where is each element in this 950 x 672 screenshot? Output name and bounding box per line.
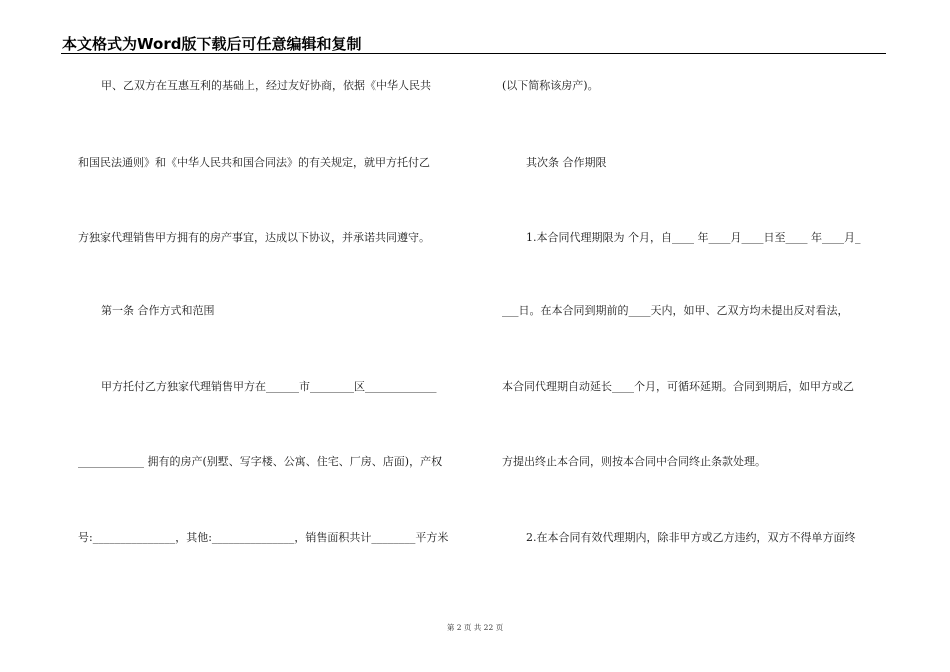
right-line-3: 1.本合同代理期限为 个月，自____ 年____月____日至____ 年____月_ bbox=[526, 231, 861, 244]
header-divider bbox=[61, 53, 886, 54]
right-heading-article-2: 其次条 合作期限 bbox=[526, 156, 607, 169]
left-line-6: ____________ 拥有的房产(别墅、写字楼、公寓、住宅、厂房、店面)，产权 bbox=[78, 455, 443, 468]
right-line-5: 本合同代理期自动延长____个月，可循环延期。合同到期后，如甲方或乙 bbox=[502, 380, 854, 393]
right-line-1: (以下简称该房产)。 bbox=[502, 79, 599, 92]
right-line-7: 2.在本合同有效代理期内，除非甲方或乙方违约，双方不得单方面终 bbox=[526, 531, 856, 544]
left-heading-article-1: 第一条 合作方式和范围 bbox=[101, 304, 215, 317]
page-number: 第 2 页 共 22 页 bbox=[446, 623, 504, 632]
left-line-7: 号:_______________，其他:_______________，销售面积共计________平方米 bbox=[78, 531, 449, 544]
document-header-title: 本文格式为Word版下载后可任意编辑和复制 bbox=[62, 35, 362, 53]
right-line-4: ___日。在本合同到期前的____天内，如甲、乙双方均未提出反对看法， bbox=[502, 304, 849, 317]
right-line-6: 方提出终止本合同，则按本合同中合同终止条款处理。 bbox=[502, 455, 766, 468]
left-line-1: 甲、乙双方在互惠互利的基础上，经过友好协商，依据《中华人民共 bbox=[101, 79, 431, 92]
left-line-2: 和国民法通则》和《中华人民共和国合同法》的有关规定，就甲方托付乙 bbox=[78, 156, 430, 169]
left-line-5: 甲方托付乙方独家代理销售甲方在______市________区_____________ bbox=[101, 380, 437, 393]
left-line-3: 方独家代理销售甲方拥有的房产事宜，达成以下协议，并承诺共同遵守。 bbox=[78, 231, 430, 244]
